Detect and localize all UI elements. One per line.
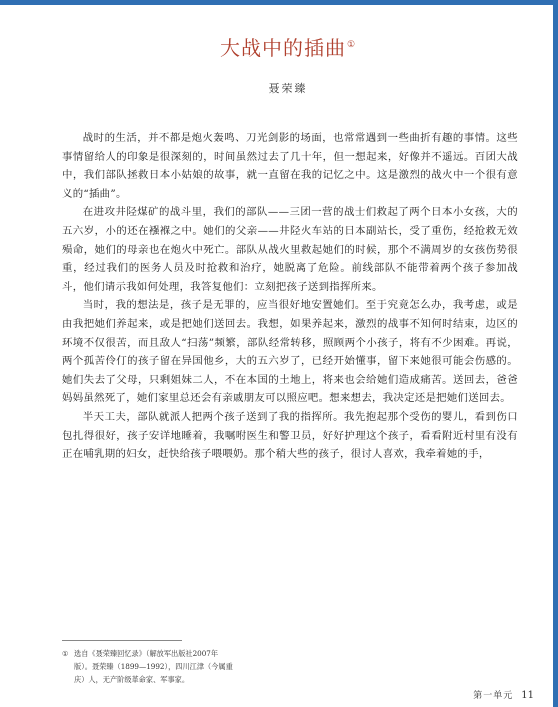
article-body <box>62 129 518 464</box>
page-frame-right <box>553 0 558 707</box>
footnote-text: 选自《聂荣臻回忆录》（解放军出版社2007年 <box>74 649 219 658</box>
paragraph: 在进攻井陉煤矿的战斗里，我们的部队——三团一营的战士们救起了两个日本小女孩，大的五六岁，小的还在襁褓之中。她们的父亲——井陉火车站的日本副站长，受了重伤，经抢救无效殒命，她们的母亲也在炮火中死亡。部队从战火里救起她们的时候，那个不满周岁的女孩伤势很重，经过我们的医务人员及时抢救和治疗，她脱离了危险。前线部队不能带着两个孩子参加战斗，他们请示我如何处理，我答复他们：立刻把孩子送到指挥所来。 <box>62 206 518 293</box>
unit-label: 第一单元 <box>473 691 514 701</box>
paragraph: 当时，我的想法是，孩子是无罪的，应当很好地安置她们。至于究竟怎么办，我考虑，或是由我把她们养起来，或是把她们送回去。我想，如果养起来，激烈的战事不知何时结束，边区的环境不仅很苦，而且敌人“扫荡”频繁，部队经常转移，照顾两个小孩子，将有不少困难。再说，两个孤苦伶仃的孩子留在异国他乡，大的五六岁了，已经开始懂事，留下来她很可能会伤感的。她们失去了父母，只剩姐妹二人，不在本国的土地上，将来也会给她们造成痛苦。送回去，爸爸妈妈虽然死了，她们家里总还会有亲戚朋友可以照应吧。想来想去，我决定还是把她们送回去。 <box>62 299 518 405</box>
article-author: 聂荣臻 <box>268 82 308 95</box>
footnote-line <box>62 647 262 660</box>
paragraph: 战时的生活，并不都是炮火轰鸣、刀光剑影的场面，也常常遇到一些曲折有趣的事情。这些事情留给人的印象是很深刻的，时间虽然过去了几十年，但一想起来，好像并不遥远。百团大战中，我们部队拯救日本小姑娘的故事，就一直留在我的记忆之中。这是激烈的战火中一个很有意义的“插曲”。 <box>62 132 518 200</box>
footnote-line: 版）。聂荣臻（1899—1992），四川江津（今属重 <box>74 662 233 671</box>
footnote-divider <box>62 640 182 641</box>
footnote-line: 庆）人，无产阶级革命家、军事家。 <box>74 675 190 684</box>
title-footnote-mark[interactable]: ① <box>346 40 357 51</box>
footnote <box>62 647 262 686</box>
page-footer <box>473 688 534 701</box>
page-frame-top <box>0 0 558 5</box>
textbook-page <box>48 14 528 704</box>
article-title <box>48 32 528 61</box>
page-number: 11 <box>521 690 534 701</box>
article-title-text: 大战中的插曲 <box>219 36 346 60</box>
paragraph: 半天工夫，部队就派人把两个孩子送到了我的指挥所。我先抱起那个受伤的婴儿，看到伤口包扎得很好，孩子安详地睡着，我嘱咐医生和警卫员，好好护理这个孩子，看看附近村里有没有正在哺乳期的妇女，赶快给孩子喂喂奶。那个稍大些的孩子，很讨人喜欢，我牵着她的手， <box>62 410 518 461</box>
footnote-mark: ① <box>62 649 69 658</box>
